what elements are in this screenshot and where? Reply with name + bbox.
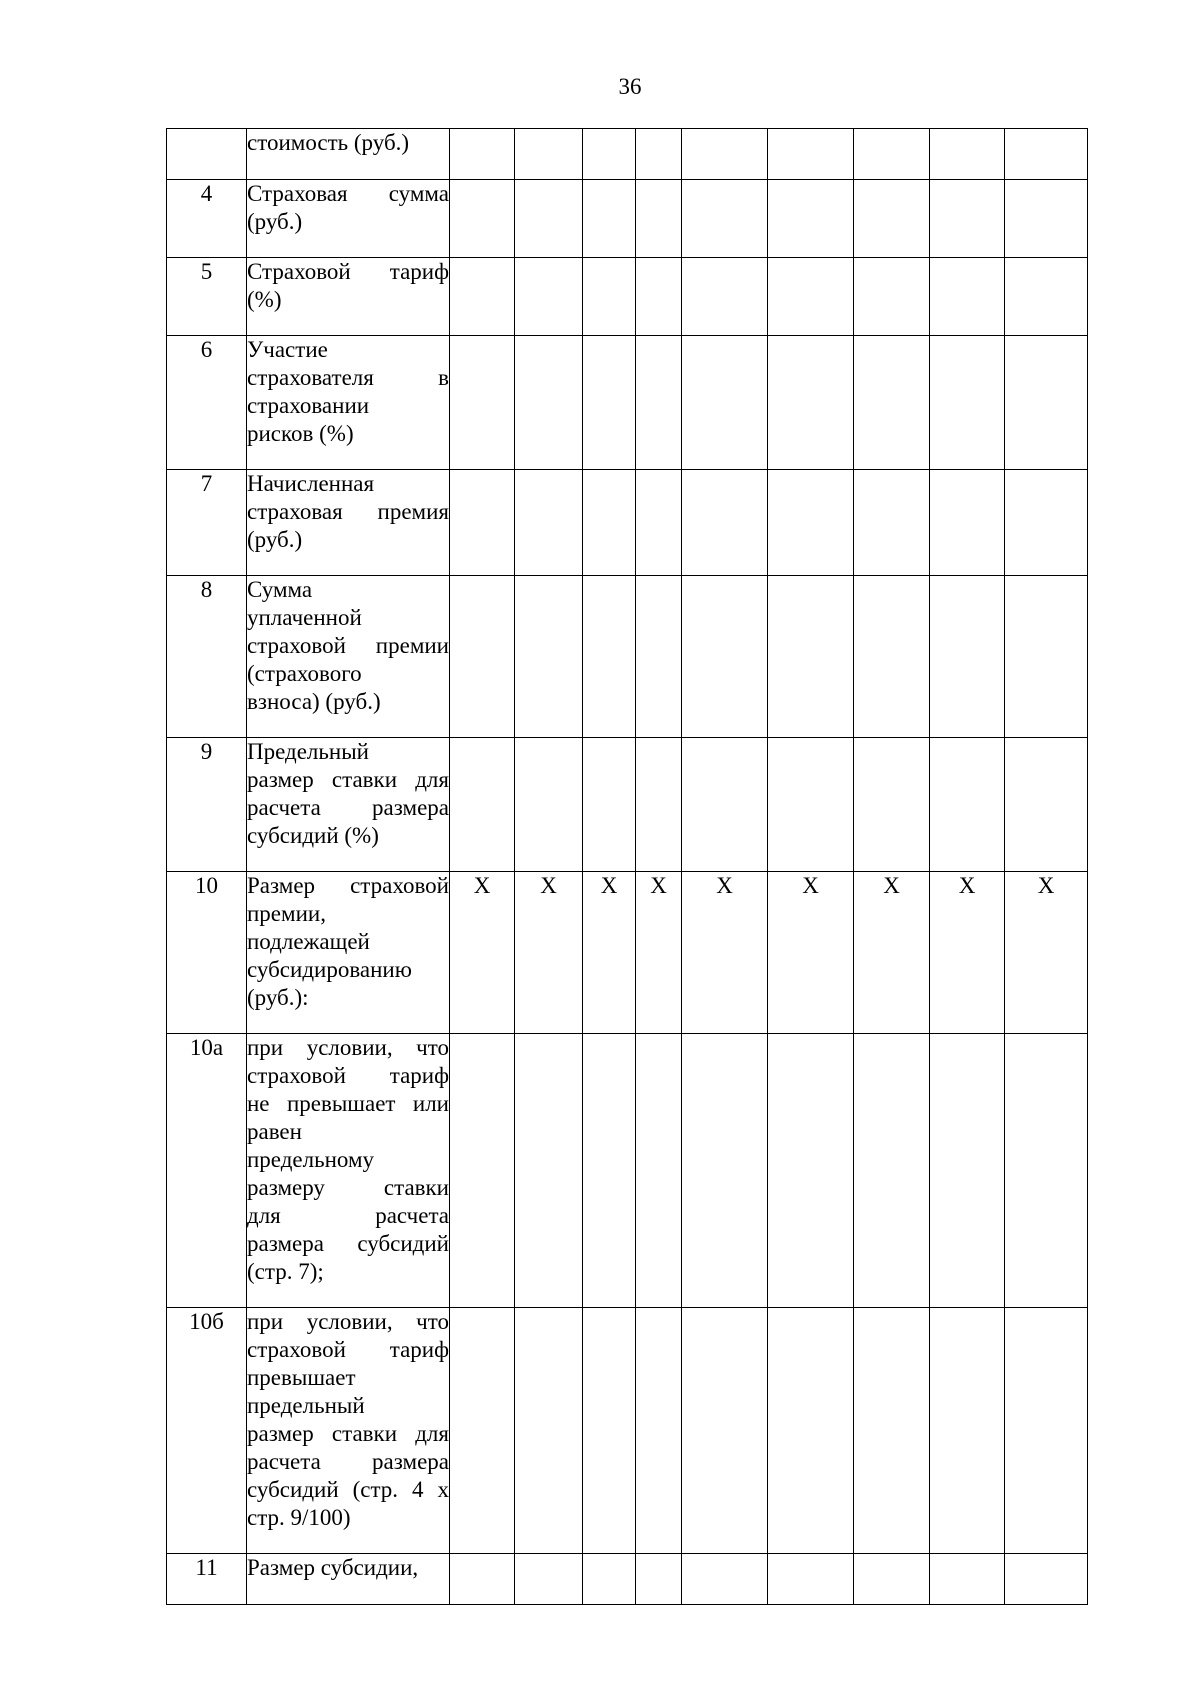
value-cell (1005, 336, 1088, 470)
row-number: 9 (167, 738, 247, 872)
table-row (167, 738, 1088, 872)
value-cell: Х (515, 872, 583, 1034)
value-cell (854, 180, 930, 258)
value-cell (515, 738, 583, 872)
value-cell (768, 1554, 854, 1605)
value-cell (930, 1308, 1005, 1554)
value-cell (515, 576, 583, 738)
row-label-line: размер ставки для (247, 1421, 449, 1446)
table-row (167, 258, 1088, 336)
row-label-line: расчета размера (247, 795, 449, 820)
value-cell (930, 336, 1005, 470)
value-cell: Х (450, 872, 515, 1034)
value-cell (768, 1034, 854, 1308)
value-cell (768, 1308, 854, 1554)
row-label (247, 1308, 450, 1554)
value-cell (930, 180, 1005, 258)
table-row (167, 872, 1088, 1034)
row-label-line: предельному (247, 1147, 375, 1172)
value-cell: Х (930, 872, 1005, 1034)
row-label-line: страхователя в (247, 365, 449, 390)
value-cell (515, 1308, 583, 1554)
row-label-line: взноса) (руб.) (247, 689, 381, 714)
row-number: 10а (167, 1034, 247, 1308)
value-cell (515, 180, 583, 258)
row-label-line: Страховая сумма (247, 181, 449, 206)
value-cell (1005, 129, 1088, 180)
value-cell (682, 129, 768, 180)
row-number: 11 (167, 1554, 247, 1605)
row-label (247, 1034, 450, 1308)
value-cell (450, 1308, 515, 1554)
row-label-line: субсидий (стр. 4 х (247, 1477, 449, 1502)
row-number: 10 (167, 872, 247, 1034)
row-label-line: уплаченной (247, 605, 362, 630)
row-label-line: не превышает или (247, 1091, 449, 1116)
value-cell (854, 258, 930, 336)
row-number: 5 (167, 258, 247, 336)
row-label-line: субсидированию (247, 957, 412, 982)
row-label-line: Страховой тариф (247, 259, 449, 284)
row-label-line: страховой премии (247, 633, 449, 658)
value-cell (768, 576, 854, 738)
row-number: 4 (167, 180, 247, 258)
row-label (247, 336, 450, 470)
value-cell (768, 129, 854, 180)
row-label-line: страховая премия (247, 499, 449, 524)
value-cell (1005, 1308, 1088, 1554)
row-label (247, 738, 450, 872)
value-cell (854, 129, 930, 180)
row-label-line: Размер страховой (247, 873, 449, 898)
subsidy-calculation-table (166, 128, 1088, 1605)
value-cell (636, 1034, 682, 1308)
value-cell (682, 1554, 768, 1605)
table-body (167, 129, 1088, 1605)
value-cell (1005, 470, 1088, 576)
table-row (167, 470, 1088, 576)
value-cell (682, 180, 768, 258)
row-label-line: Предельный (247, 739, 369, 764)
value-cell (930, 1034, 1005, 1308)
value-cell (450, 470, 515, 576)
value-cell (1005, 180, 1088, 258)
value-cell (515, 258, 583, 336)
value-cell (450, 258, 515, 336)
row-number: 6 (167, 336, 247, 470)
value-cell (450, 1034, 515, 1308)
value-cell: Х (682, 872, 768, 1034)
row-label-line: размера субсидий (247, 1231, 449, 1256)
value-cell (583, 258, 636, 336)
row-number: 8 (167, 576, 247, 738)
value-cell (450, 129, 515, 180)
value-cell (930, 470, 1005, 576)
value-cell (583, 1308, 636, 1554)
row-number (167, 129, 247, 180)
value-cell (854, 738, 930, 872)
row-label (247, 180, 450, 258)
value-cell (682, 470, 768, 576)
value-cell (636, 336, 682, 470)
value-cell (450, 1554, 515, 1605)
value-cell (515, 470, 583, 576)
value-cell (450, 576, 515, 738)
value-cell (930, 738, 1005, 872)
value-cell (768, 336, 854, 470)
value-cell: Х (636, 872, 682, 1034)
value-cell (854, 576, 930, 738)
value-cell: Х (768, 872, 854, 1034)
row-label (247, 576, 450, 738)
value-cell (515, 336, 583, 470)
row-label-line: размер ставки для (247, 767, 449, 792)
value-cell (930, 129, 1005, 180)
value-cell (636, 180, 682, 258)
value-cell (854, 336, 930, 470)
value-cell (1005, 738, 1088, 872)
row-label-line: (руб.) (247, 527, 303, 552)
value-cell (682, 336, 768, 470)
value-cell (1005, 576, 1088, 738)
value-cell (583, 336, 636, 470)
row-label-line: предельный (247, 1393, 365, 1418)
row-label (247, 1554, 450, 1605)
value-cell (515, 1034, 583, 1308)
row-label-line: стоимость (руб.) (247, 130, 410, 155)
value-cell: Х (583, 872, 636, 1034)
row-number: 7 (167, 470, 247, 576)
table-row (167, 1034, 1088, 1308)
value-cell (854, 1554, 930, 1605)
row-label-line: расчета размера (247, 1449, 449, 1474)
value-cell (768, 258, 854, 336)
value-cell (682, 258, 768, 336)
table-row (167, 576, 1088, 738)
row-label-line: страховании (247, 393, 370, 418)
value-cell (1005, 1034, 1088, 1308)
row-label-line: при условии, что (247, 1309, 449, 1334)
page-number: 36 (618, 74, 642, 99)
value-cell (450, 336, 515, 470)
row-label-line: страховой тариф (247, 1337, 449, 1362)
value-cell (583, 1554, 636, 1605)
value-cell (583, 470, 636, 576)
value-cell (1005, 1554, 1088, 1605)
value-cell (636, 1554, 682, 1605)
value-cell (583, 129, 636, 180)
table-row (167, 180, 1088, 258)
table-row (167, 129, 1088, 180)
row-label (247, 258, 450, 336)
value-cell (636, 1308, 682, 1554)
row-label-line: страховой тариф (247, 1063, 449, 1088)
value-cell (682, 576, 768, 738)
value-cell (930, 576, 1005, 738)
row-label-line: рисков (%) (247, 421, 354, 446)
value-cell (583, 576, 636, 738)
value-cell (854, 1308, 930, 1554)
value-cell (854, 470, 930, 576)
row-label-line: (стр. 7); (247, 1259, 324, 1284)
value-cell (636, 470, 682, 576)
value-cell (636, 738, 682, 872)
row-label-line: субсидий (%) (247, 823, 379, 848)
value-cell (768, 180, 854, 258)
row-number: 10б (167, 1308, 247, 1554)
value-cell (515, 129, 583, 180)
row-label-line: Сумма (247, 577, 313, 602)
value-cell (515, 1554, 583, 1605)
row-label-line: (страхового (247, 661, 362, 686)
table-row (167, 1554, 1088, 1605)
value-cell (768, 738, 854, 872)
value-cell (636, 576, 682, 738)
row-label-line: (%) (247, 287, 282, 312)
value-cell (682, 738, 768, 872)
row-label-line: размеру ставки (247, 1175, 449, 1200)
row-label-line: (руб.) (247, 209, 303, 234)
value-cell (583, 180, 636, 258)
row-label (247, 872, 450, 1034)
row-label-line: стр. 9/100) (247, 1505, 351, 1530)
row-label-line: Начисленная (247, 471, 375, 496)
value-cell (854, 1034, 930, 1308)
value-cell (636, 129, 682, 180)
row-label-line: для расчета (247, 1203, 449, 1228)
value-cell (583, 738, 636, 872)
row-label-line: (руб.): (247, 985, 309, 1010)
table-row (167, 336, 1088, 470)
value-cell (636, 258, 682, 336)
row-label-line: премии, (247, 901, 326, 926)
value-cell (930, 258, 1005, 336)
value-cell (930, 1554, 1005, 1605)
value-cell (450, 180, 515, 258)
row-label-line: равен (247, 1119, 302, 1144)
value-cell (1005, 258, 1088, 336)
value-cell (682, 1034, 768, 1308)
row-label-line: Размер субсидии, (247, 1555, 419, 1580)
row-label-line: при условии, что (247, 1035, 449, 1060)
row-label-line: Участие (247, 337, 328, 362)
row-label (247, 470, 450, 576)
value-cell (768, 470, 854, 576)
row-label-line: превышает (247, 1365, 356, 1390)
value-cell: Х (854, 872, 930, 1034)
value-cell (450, 738, 515, 872)
value-cell (583, 1034, 636, 1308)
table-row (167, 1308, 1088, 1554)
value-cell: Х (1005, 872, 1088, 1034)
value-cell (682, 1308, 768, 1554)
row-label (247, 129, 450, 180)
row-label-line: подлежащей (247, 929, 370, 954)
